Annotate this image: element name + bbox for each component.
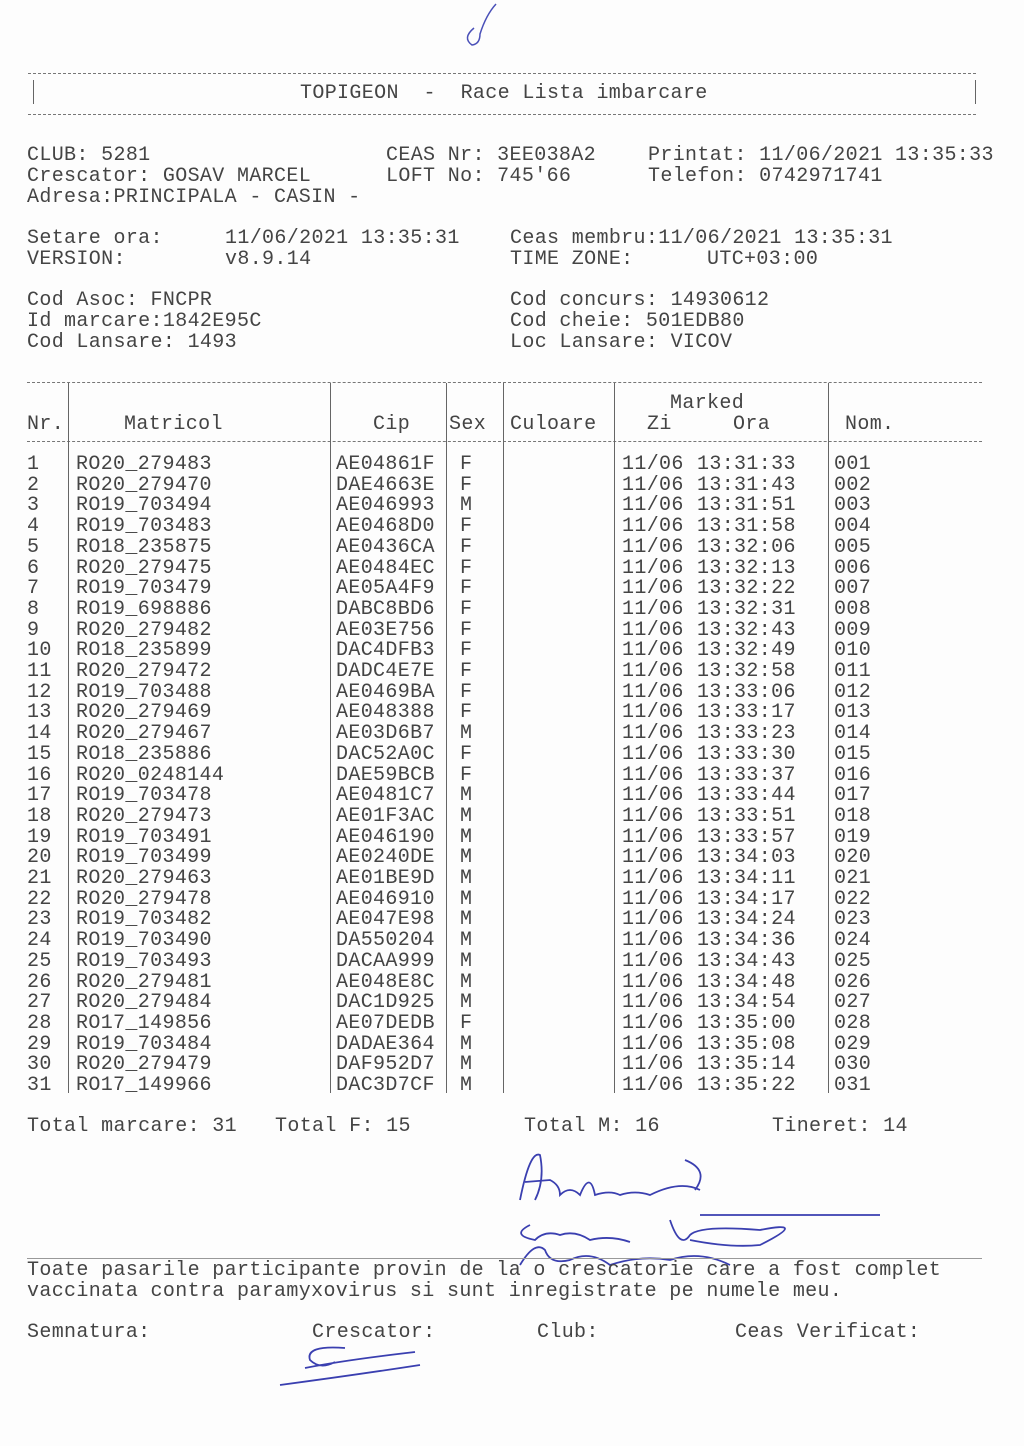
cell-cip: AE0240DE (336, 846, 435, 870)
header-border-bottom (28, 114, 976, 115)
cell-ora: 13:32:58 (697, 660, 796, 683)
cell-cip: AE046910 (336, 887, 435, 911)
cell-nr: 23 (27, 908, 52, 932)
cell-nom: 015 (834, 742, 872, 766)
cell-zi: 11/06 (622, 577, 684, 601)
header-ora: Ora (733, 413, 771, 436)
table-row (0, 599, 1000, 620)
cell-sex: F (460, 577, 473, 601)
cell-matricol: RO19_703484 (76, 1032, 212, 1056)
cell-ora: 13:31:43 (697, 473, 796, 497)
cell-nom: 025 (834, 949, 872, 973)
cell-matricol: RO20_279473 (76, 804, 212, 828)
cell-ora: 13:32:49 (697, 639, 796, 663)
cell-ora: 13:33:57 (697, 825, 796, 849)
declaration-line-2: vaccinata contra paramyxovirus si sunt inregistrate pe numele meu. (27, 1280, 843, 1303)
table-row (0, 454, 1000, 475)
cell-nom: 030 (834, 1053, 872, 1077)
cod-concurs: Cod concurs: 14930612 (510, 289, 770, 312)
cell-cip: DAC3D7CF (336, 1074, 435, 1097)
crescator-signature-label: Crescator: (312, 1321, 436, 1344)
cell-nom: 026 (834, 970, 872, 994)
cell-nom: 016 (834, 763, 872, 787)
telefon: Telefon: 0742971741 (648, 165, 883, 188)
cell-nom: 008 (834, 597, 872, 621)
cell-zi: 11/06 (622, 763, 684, 787)
cell-nom: 024 (834, 929, 872, 953)
cell-cip: DADAE364 (336, 1032, 435, 1056)
table-row (0, 723, 1000, 744)
id-marcare: Id marcare:1842E95C (27, 310, 262, 333)
header-culoare: Culoare (510, 413, 597, 436)
cell-cip: DACAA999 (336, 949, 435, 973)
cell-ora: 13:34:11 (697, 867, 796, 890)
divider (975, 80, 976, 104)
cell-nom: 007 (834, 577, 872, 601)
cell-sex: M (460, 929, 473, 953)
cell-matricol: RO18_235886 (76, 742, 212, 766)
cell-cip: AE047E98 (336, 908, 435, 932)
cell-zi: 11/06 (622, 535, 684, 559)
table-row (0, 765, 1000, 786)
cell-sex: F (460, 1011, 473, 1035)
cell-cip: AE0484EC (336, 556, 435, 580)
cell-nr: 24 (27, 929, 52, 953)
cell-zi: 11/06 (622, 494, 684, 518)
cell-matricol: RO17_149966 (76, 1074, 212, 1097)
cell-zi: 11/06 (622, 722, 684, 746)
cell-nr: 15 (27, 742, 52, 766)
cell-sex: M (460, 908, 473, 932)
cell-cip: AE0436CA (336, 535, 435, 559)
cell-cip: DAC4DFB3 (336, 639, 435, 663)
cell-cip: AE046993 (336, 494, 435, 518)
cell-sex: M (460, 970, 473, 994)
cell-nr: 7 (27, 577, 40, 601)
cell-nr: 3 (27, 494, 40, 518)
declaration-line-1: Toate pasarile participante provin de la o crescatorie care a fost complet (27, 1259, 942, 1282)
table-row (0, 744, 1000, 765)
cell-nom: 017 (834, 784, 872, 808)
cell-cip: DA550204 (336, 929, 435, 953)
cell-zi: 11/06 (622, 680, 684, 704)
cell-matricol: RO19_703482 (76, 908, 212, 932)
cell-nr: 18 (27, 804, 52, 828)
table-row (0, 1075, 1000, 1096)
cell-nr: 5 (27, 535, 40, 559)
cod-asoc: Cod Asoc: FNCPR (27, 289, 213, 312)
total-marcare: Total marcare: 31 (27, 1115, 237, 1138)
cell-sex: M (460, 949, 473, 973)
cell-nr: 10 (27, 639, 52, 663)
cell-nom: 011 (834, 660, 872, 683)
cell-cip: AE01BE9D (336, 867, 435, 890)
cell-nom: 005 (834, 535, 872, 559)
cell-cip: AE0481C7 (336, 784, 435, 808)
cell-ora: 13:31:58 (697, 515, 796, 539)
cod-cheie: Cod cheie: 501EDB80 (510, 310, 745, 333)
cell-cip: DABC8BD6 (336, 597, 435, 621)
cell-zi: 11/06 (622, 887, 684, 911)
cell-ora: 13:33:06 (697, 680, 796, 704)
cell-ora: 13:32:22 (697, 577, 796, 601)
cell-nom: 027 (834, 991, 872, 1015)
cell-ora: 13:32:13 (697, 556, 796, 580)
cell-cip: DAF952D7 (336, 1053, 435, 1077)
cell-sex: F (460, 556, 473, 580)
cell-matricol: RO20_279469 (76, 701, 212, 725)
cell-ora: 13:34:17 (697, 887, 796, 911)
handwritten-signatures (500, 1140, 900, 1270)
table-row (0, 537, 1000, 558)
cell-nom: 004 (834, 515, 872, 539)
header-marked: Marked (670, 392, 745, 415)
cell-nom: 010 (834, 639, 872, 663)
cell-nom: 020 (834, 846, 872, 870)
cell-matricol: RO20_279479 (76, 1053, 212, 1077)
cell-sex: M (460, 887, 473, 911)
cell-nr: 17 (27, 784, 52, 808)
cell-sex: F (460, 597, 473, 621)
cell-nr: 21 (27, 867, 52, 890)
cell-zi: 11/06 (622, 742, 684, 766)
table-row (0, 889, 1000, 910)
cell-nr: 30 (27, 1053, 52, 1077)
cell-ora: 13:35:08 (697, 1032, 796, 1056)
cell-ora: 13:33:51 (697, 804, 796, 828)
table-row (0, 930, 1000, 951)
cell-zi: 11/06 (622, 473, 684, 497)
cell-nom: 018 (834, 804, 872, 828)
cell-nr: 8 (27, 597, 40, 621)
cell-sex: F (460, 618, 473, 642)
cell-ora: 13:33:23 (697, 722, 796, 746)
cell-cip: AE05A4F9 (336, 577, 435, 601)
cell-zi: 11/06 (622, 1032, 684, 1056)
header-nr: Nr. (27, 413, 65, 436)
crescator: Crescator: GOSAV MARCEL (27, 165, 312, 188)
cell-nom: 019 (834, 825, 872, 849)
document-title: TOPIGEON - Race Lista imbarcare (300, 82, 708, 105)
table-row (0, 951, 1000, 972)
cell-nr: 13 (27, 701, 52, 725)
table-row (0, 640, 1000, 661)
cell-nom: 006 (834, 556, 872, 580)
table-row (0, 475, 1000, 496)
cell-cip: AE048388 (336, 701, 435, 725)
cell-nr: 29 (27, 1032, 52, 1056)
cell-cip: AE0468D0 (336, 515, 435, 539)
table-row (0, 495, 1000, 516)
cell-sex: M (460, 784, 473, 808)
cell-zi: 11/06 (622, 846, 684, 870)
cell-matricol: RO20_279478 (76, 887, 212, 911)
cell-ora: 13:35:00 (697, 1011, 796, 1035)
cell-matricol: RO19_703491 (76, 825, 212, 849)
cell-ora: 13:34:43 (697, 949, 796, 973)
cell-ora: 13:33:44 (697, 784, 796, 808)
cell-cip: AE01F3AC (336, 804, 435, 828)
cell-nr: 9 (27, 618, 40, 642)
cell-sex: F (460, 639, 473, 663)
cell-cip: AE046190 (336, 825, 435, 849)
cell-ora: 13:33:37 (697, 763, 796, 787)
table-row (0, 1054, 1000, 1075)
setare-ora-label: Setare ora: (27, 227, 163, 250)
cell-ora: 13:34:48 (697, 970, 796, 994)
cell-sex: M (460, 804, 473, 828)
cell-sex: M (460, 1032, 473, 1056)
cell-matricol: RO19_703493 (76, 949, 212, 973)
loft-no: LOFT No: 745'66 (386, 165, 572, 188)
checkmark-handwritten (460, 0, 500, 50)
cell-zi: 11/06 (622, 556, 684, 580)
crescator-signature (275, 1340, 435, 1390)
table-row (0, 1034, 1000, 1055)
cell-cip: DAE59BCB (336, 763, 435, 787)
cell-sex: F (460, 660, 473, 683)
cell-zi: 11/06 (622, 1053, 684, 1077)
cell-ora: 13:33:17 (697, 701, 796, 725)
cell-cip: AE07DEDB (336, 1011, 435, 1035)
header-matricol: Matricol (124, 413, 223, 436)
cell-nom: 023 (834, 908, 872, 932)
cell-sex: M (460, 494, 473, 518)
cell-sex: M (460, 722, 473, 746)
cell-matricol: RO19_698886 (76, 597, 212, 621)
cell-nom: 014 (834, 722, 872, 746)
header-sex: Sex (449, 413, 487, 436)
table-row (0, 702, 1000, 723)
cell-zi: 11/06 (622, 660, 684, 683)
cell-nom: 002 (834, 473, 872, 497)
cell-ora: 13:32:43 (697, 618, 796, 642)
cell-sex: F (460, 742, 473, 766)
cell-nr: 4 (27, 515, 40, 539)
cell-nr: 12 (27, 680, 52, 704)
table-border-top (27, 382, 982, 383)
table-row (0, 558, 1000, 579)
table-row (0, 992, 1000, 1013)
cell-matricol: RO19_703494 (76, 494, 212, 518)
cell-cip: AE0469BA (336, 680, 435, 704)
cell-nom: 009 (834, 618, 872, 642)
cell-cip: AE03E756 (336, 618, 435, 642)
cell-nr: 1 (27, 453, 40, 476)
cell-matricol: RO19_703488 (76, 680, 212, 704)
cell-matricol: RO20_279472 (76, 660, 212, 683)
ceas-nr: CEAS Nr: 3EE038A2 (386, 144, 596, 167)
cell-zi: 11/06 (622, 1011, 684, 1035)
cell-zi: 11/06 (622, 515, 684, 539)
cell-nom: 029 (834, 1032, 872, 1056)
ceas-membru: Ceas membru:11/06/2021 13:35:31 (510, 227, 893, 250)
cell-zi: 11/06 (622, 970, 684, 994)
printat: Printat: 11/06/2021 13:35:33 (648, 144, 994, 167)
cell-nom: 021 (834, 867, 872, 890)
cell-matricol: RO18_235875 (76, 535, 212, 559)
cell-sex: F (460, 680, 473, 704)
cod-lansare: Cod Lansare: 1493 (27, 331, 237, 354)
cell-cip: DAC52A0C (336, 742, 435, 766)
version-label: VERSION: (27, 248, 126, 271)
header-nom: Nom. (845, 413, 895, 436)
cell-zi: 11/06 (622, 639, 684, 663)
cell-zi: 11/06 (622, 949, 684, 973)
table-header-border (27, 441, 982, 442)
table-row (0, 847, 1000, 868)
cell-nom: 013 (834, 701, 872, 725)
cell-matricol: RO20_279484 (76, 991, 212, 1015)
cell-zi: 11/06 (622, 453, 684, 476)
time-zone-value: UTC+03:00 (707, 248, 819, 271)
cell-sex: F (460, 535, 473, 559)
cell-ora: 13:35:14 (697, 1053, 796, 1077)
cell-cip: DAE4663E (336, 473, 435, 497)
cell-sex: F (460, 763, 473, 787)
table-row (0, 868, 1000, 889)
table-row (0, 806, 1000, 827)
cell-nr: 14 (27, 722, 52, 746)
cell-nr: 2 (27, 473, 40, 497)
cell-matricol: RO18_235899 (76, 639, 212, 663)
table-row (0, 1013, 1000, 1034)
header-border-top (28, 73, 976, 74)
cell-matricol: RO19_703483 (76, 515, 212, 539)
cell-nr: 6 (27, 556, 40, 580)
cell-ora: 13:35:22 (697, 1074, 796, 1097)
header-cip: Cip (373, 413, 411, 436)
cell-matricol: RO20_279470 (76, 473, 212, 497)
cell-nr: 19 (27, 825, 52, 849)
cell-matricol: RO17_149856 (76, 1011, 212, 1035)
cell-nom: 031 (834, 1074, 872, 1097)
adresa: Adresa:PRINCIPALA - CASIN - (27, 186, 361, 209)
cell-matricol: RO20_0248144 (76, 763, 225, 787)
cell-zi: 11/06 (622, 867, 684, 890)
cell-sex: M (460, 991, 473, 1015)
cell-ora: 13:32:31 (697, 597, 796, 621)
table-row (0, 972, 1000, 993)
cell-nr: 20 (27, 846, 52, 870)
table-row (0, 661, 1000, 682)
club-signature-label: Club: (537, 1321, 599, 1344)
cell-matricol: RO20_279463 (76, 867, 212, 890)
cell-matricol: RO20_279467 (76, 722, 212, 746)
cell-sex: M (460, 825, 473, 849)
cell-matricol: RO20_279482 (76, 618, 212, 642)
cell-zi: 11/06 (622, 825, 684, 849)
cell-ora: 13:34:36 (697, 929, 796, 953)
cell-ora: 13:32:06 (697, 535, 796, 559)
table-row (0, 620, 1000, 641)
table-row (0, 516, 1000, 537)
tineret: Tineret: 14 (772, 1115, 908, 1138)
cell-sex: F (460, 515, 473, 539)
cell-sex: M (460, 867, 473, 890)
cell-sex: M (460, 1053, 473, 1077)
loc-lansare: Loc Lansare: VICOV (510, 331, 733, 354)
cell-sex: F (460, 701, 473, 725)
cell-zi: 11/06 (622, 701, 684, 725)
cell-zi: 11/06 (622, 618, 684, 642)
header-zi: Zi (647, 413, 672, 436)
cell-nr: 26 (27, 970, 52, 994)
ceas-verificat-label: Ceas Verificat: (735, 1321, 921, 1344)
cell-zi: 11/06 (622, 1074, 684, 1097)
cell-cip: DADC4E7E (336, 660, 435, 683)
cell-ora: 13:34:54 (697, 991, 796, 1015)
cell-ora: 13:31:33 (697, 453, 796, 476)
cell-zi: 11/06 (622, 784, 684, 808)
version-value: v8.9.14 (225, 248, 312, 271)
time-zone-label: TIME ZONE: (510, 248, 634, 271)
cell-nr: 22 (27, 887, 52, 911)
cell-zi: 11/06 (622, 991, 684, 1015)
cell-matricol: RO19_703479 (76, 577, 212, 601)
cell-matricol: RO19_703490 (76, 929, 212, 953)
setare-ora-value: 11/06/2021 13:35:31 (225, 227, 460, 250)
cell-nom: 028 (834, 1011, 872, 1035)
cell-ora: 13:33:30 (697, 742, 796, 766)
table-row (0, 682, 1000, 703)
cell-zi: 11/06 (622, 908, 684, 932)
cell-zi: 11/06 (622, 929, 684, 953)
cell-ora: 13:34:24 (697, 908, 796, 932)
cell-nr: 25 (27, 949, 52, 973)
club: CLUB: 5281 (27, 144, 151, 167)
cell-nom: 012 (834, 680, 872, 704)
cell-nom: 022 (834, 887, 872, 911)
table-row (0, 827, 1000, 848)
cell-sex: M (460, 1074, 473, 1097)
semnatura-label: Semnatura: (27, 1321, 151, 1344)
cell-sex: F (460, 453, 473, 476)
cell-cip: AE04861F (336, 453, 435, 476)
cell-cip: AE03D6B7 (336, 722, 435, 746)
cell-cip: AE048E8C (336, 970, 435, 994)
cell-nr: 11 (27, 660, 52, 683)
cell-matricol: RO20_279475 (76, 556, 212, 580)
cell-matricol: RO19_703478 (76, 784, 212, 808)
cell-zi: 11/06 (622, 597, 684, 621)
cell-matricol: RO19_703499 (76, 846, 212, 870)
total-f: Total F: 15 (275, 1115, 411, 1138)
cell-nom: 003 (834, 494, 872, 518)
cell-matricol: RO20_279483 (76, 453, 212, 476)
table-row (0, 578, 1000, 599)
cell-cip: DAC1D925 (336, 991, 435, 1015)
cell-sex: M (460, 846, 473, 870)
cell-nom: 001 (834, 453, 872, 476)
cell-matricol: RO20_279481 (76, 970, 212, 994)
cell-ora: 13:31:51 (697, 494, 796, 518)
cell-zi: 11/06 (622, 804, 684, 828)
cell-nr: 28 (27, 1011, 52, 1035)
divider (33, 80, 34, 104)
cell-nr: 16 (27, 763, 52, 787)
cell-nr: 31 (27, 1074, 52, 1097)
total-m: Total M: 16 (524, 1115, 660, 1138)
cell-sex: F (460, 473, 473, 497)
cell-nr: 27 (27, 991, 52, 1015)
table-row (0, 909, 1000, 930)
table-row (0, 785, 1000, 806)
cell-ora: 13:34:03 (697, 846, 796, 870)
